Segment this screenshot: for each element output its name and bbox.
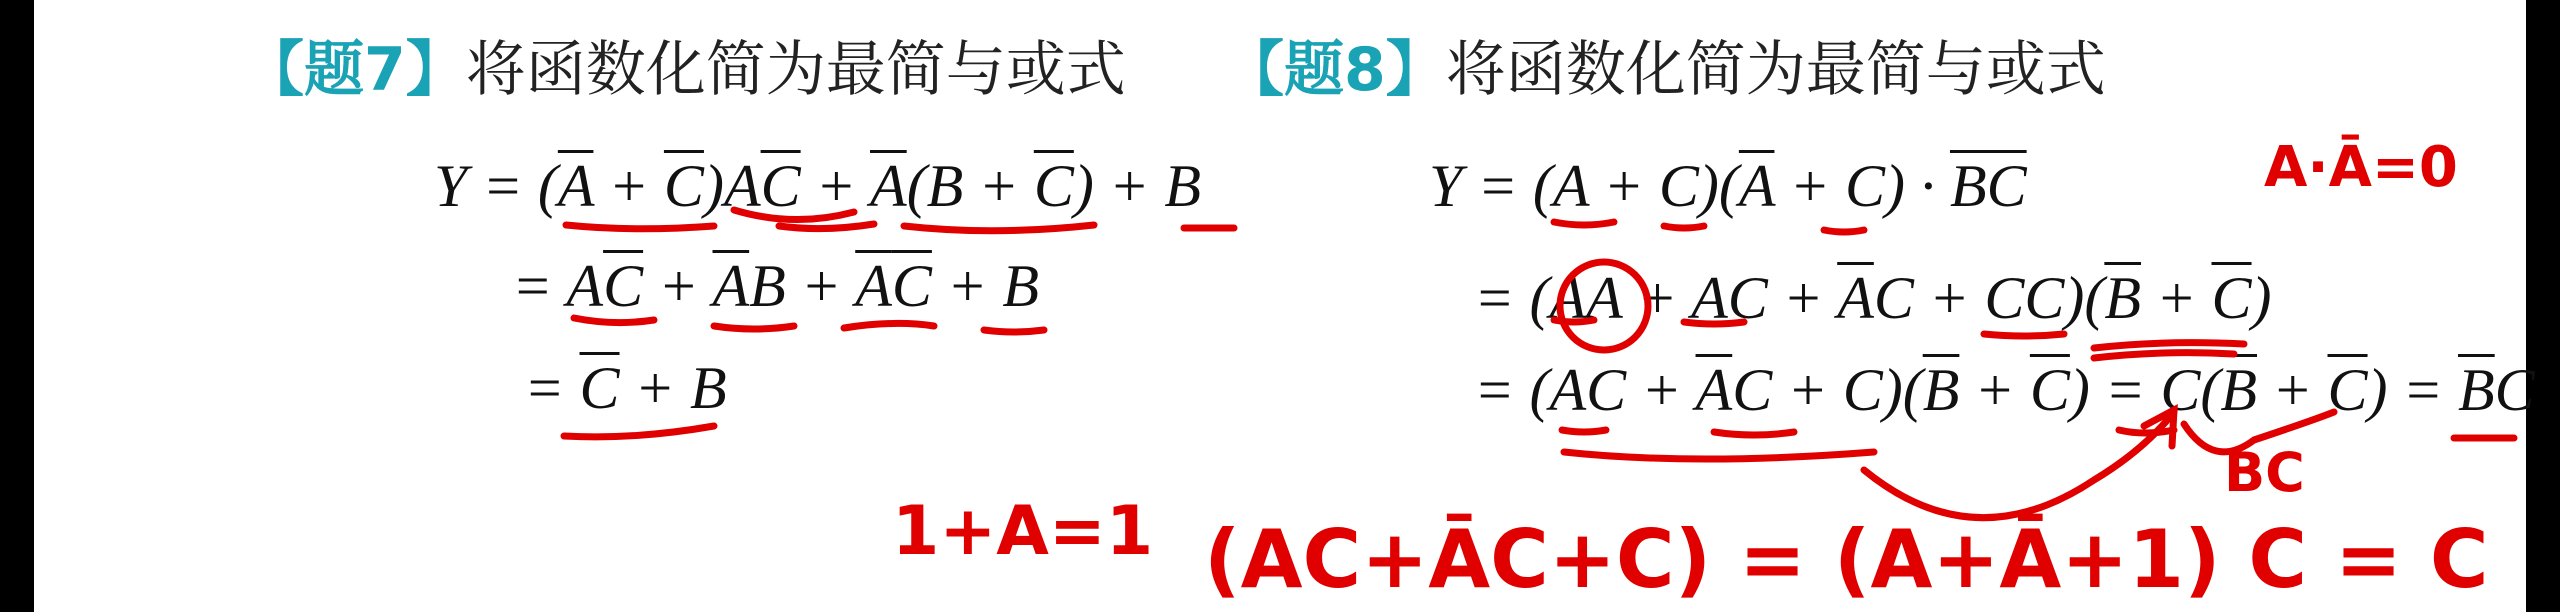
annotation-a-times-abar: A·Ā=0 (2264, 135, 2458, 200)
problem-8-title: 将函数化简为最简与或式 (1445, 35, 2106, 105)
eq-text: + AC + (1621, 265, 1838, 331)
ink-underline (1564, 452, 1874, 459)
eq-text: ) = (2367, 357, 2459, 423)
eq-complement: $\overline{A}$ (855, 253, 892, 319)
eq-text: (B + (906, 153, 1034, 219)
ink-underline (566, 225, 714, 229)
eq-complement: $\overline{BC}$ (1949, 153, 2027, 219)
ink-underline (1714, 432, 1794, 435)
eq-text: + (2141, 265, 2212, 331)
ink-arrow (1864, 412, 2174, 518)
eq-text: B + (749, 253, 856, 319)
ink-underline (1562, 430, 1606, 432)
eq-text: + (593, 153, 664, 219)
annotation-one-plus-a: 1+A=1 (892, 492, 1154, 571)
eq-text: C + CC)( (1873, 265, 2105, 331)
ink-underline (844, 323, 934, 328)
eq-text: ) = C( (2069, 357, 2221, 423)
eq-complement: $\overline{A}$ (1837, 265, 1874, 331)
eq-text: = A (512, 253, 604, 319)
eq-text: + B (931, 253, 1040, 319)
eq-complement: $\overline{B}$ (2104, 265, 2142, 331)
eq-text: + (1959, 357, 2030, 423)
eq-complement: $\overline{A}$ (1695, 357, 1733, 423)
eq-complement: $\overline{C}$ (2211, 265, 2252, 331)
eq-complement: $\overline{B}$ (2458, 357, 2495, 423)
ink-underline (574, 318, 654, 323)
ink-circle (1560, 262, 1648, 350)
ink-underline (1824, 230, 1864, 232)
ink-underline (779, 224, 874, 229)
ink-underline (734, 210, 854, 220)
ink-underline (904, 225, 1094, 231)
ink-underline (2094, 343, 2244, 348)
eq-text: + (800, 153, 871, 219)
ink-underline (2119, 430, 2174, 433)
eq-complement: $\overline{B}$ (1922, 357, 1960, 423)
ink-underline (714, 326, 794, 329)
problem-8-tag: 【题8】 (1224, 35, 1446, 105)
ink-brace (2184, 412, 2334, 452)
eq-complement: $\overline{C}$ (2029, 357, 2070, 423)
eq-complement: $\overline{C}$ (760, 153, 801, 219)
eq-complement: $\overline{A}$ (712, 253, 750, 319)
eq-text: + B (619, 355, 727, 421)
annotation-bc: BC (2224, 441, 2305, 504)
eq-text: + (2257, 357, 2328, 423)
eq-text: + C) · (1774, 153, 1950, 219)
eq-complement: $\overline{C}$ (579, 355, 620, 421)
eq-text: = (AC + (1474, 357, 1696, 423)
eq-complement: $\overline{C}$ (1033, 153, 1074, 219)
eq-complement: $\overline{C}$ (2327, 357, 2368, 423)
eq-text: ) (2251, 265, 2272, 331)
ink-underline (1684, 322, 1744, 324)
problem-7-tag: 【题7】 (244, 35, 466, 105)
eq-complement: $\overline{C}$ (603, 253, 644, 319)
eq-text: A (723, 153, 761, 219)
eq-complement: $\overline{A}$ (870, 153, 907, 219)
eq-complement: $\overline{C}$ (891, 253, 932, 319)
eq-complement: $\overline{C}$ (663, 153, 704, 219)
eq-complement: $\overline{B}$ (2220, 357, 2258, 423)
ink-underline (1984, 334, 2064, 336)
ink-underline (564, 426, 714, 437)
eq-text: Y = (A + C)( (1429, 153, 1739, 219)
ink-underline (984, 330, 1044, 332)
eq-text: C + C)( (1732, 357, 1923, 423)
eq-complement: $\overline{A}$ (1586, 265, 1622, 331)
eq-text: Y = ( (434, 153, 558, 219)
ink-underline (1554, 222, 1614, 225)
annotation-bottom: (AC+ĀC+C) = (A+Ā+1) C = C (1204, 513, 2489, 606)
slide (34, 0, 2535, 612)
ink-underline (2094, 353, 2234, 358)
eq-complement: $\overline{A}$ (1738, 153, 1775, 219)
eq-text: = (A (1474, 265, 1587, 331)
eq-complement: $\overline{A}$ (557, 153, 594, 219)
eq-text: ) (703, 153, 724, 219)
eq-text: + (643, 253, 713, 319)
eq-text: ) + B (1073, 153, 1201, 219)
ink-underline (1664, 226, 1704, 228)
ink-strokes (34, 0, 2526, 612)
eq-text: = (524, 355, 580, 421)
problem-7-title: 将函数化简为最简与或式 (465, 35, 1126, 105)
eq-text: C (2494, 357, 2535, 423)
